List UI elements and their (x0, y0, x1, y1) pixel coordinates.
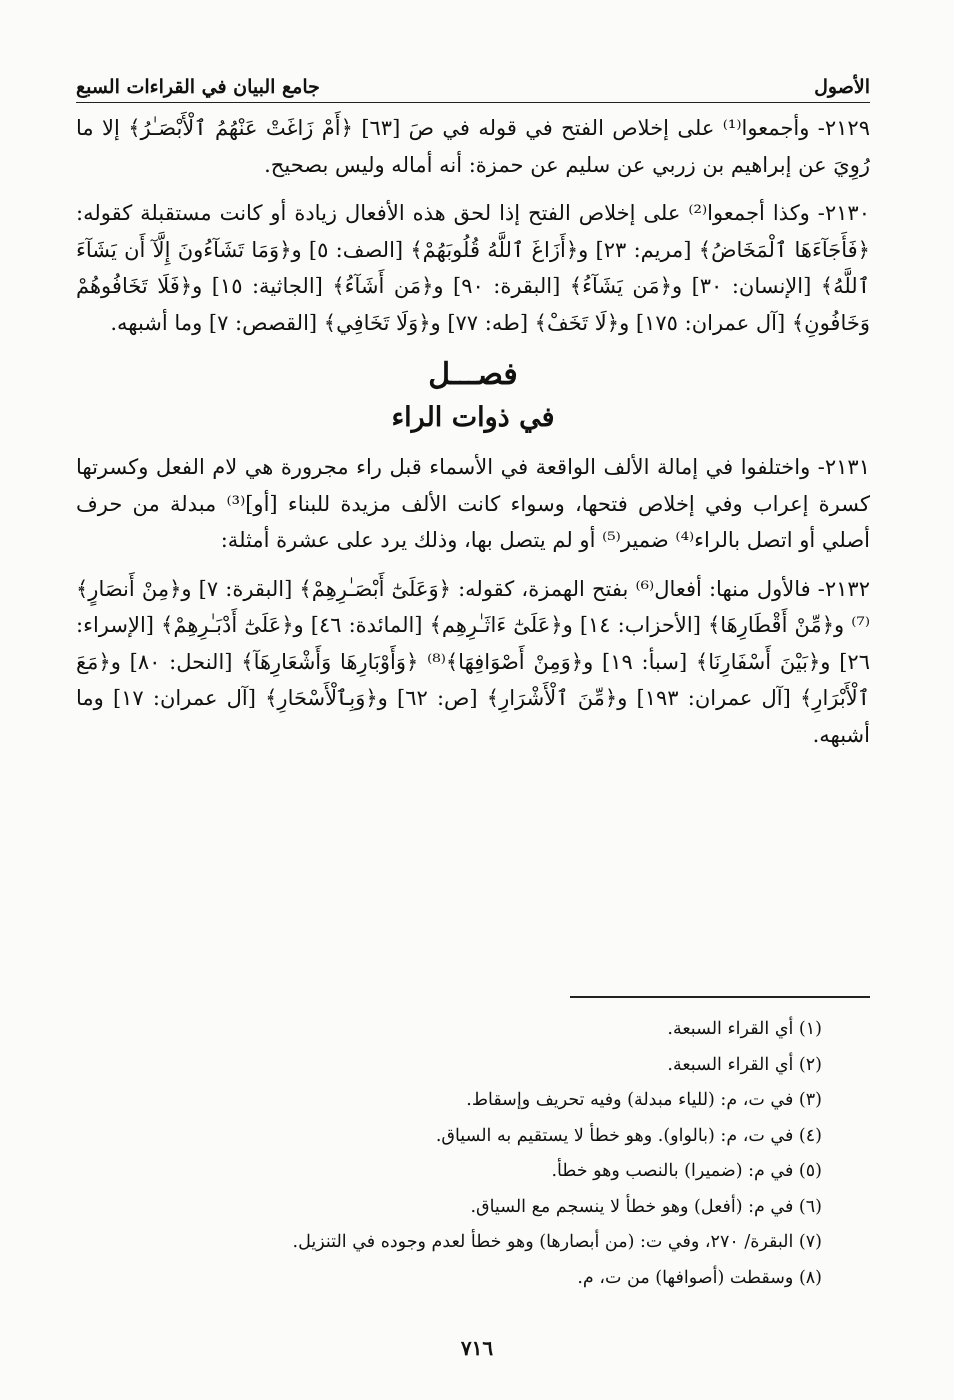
footnote-5: (٥) في م: (ضميرا) بالنصب وهو خطأ. (551, 1161, 822, 1181)
header-book-title: جامع البيان في القراءات السبع (76, 76, 320, 98)
section-title: فصـــل (428, 357, 518, 392)
paragraph-2131: ٢١٣١- واختلفوا في إمالة الألف الواقعة في الأسماء قبل راء مجرورة هي لام الفعل وكسرتها كسرة إعراب وفي إخلاص فتحها، وسواء كانت الألف مزيدة للبناء [أو]⁽³⁾ مبدلة من حرف أصلي أو اتصل بالراء⁽⁴⁾ ضمير⁽⁵⁾ أو لم يتصل بها، وذلك يرد على عشرة أمثلة: (76, 455, 870, 552)
footnote-4: (٤) في ت، م: (بالواو). وهو خطأ لا يستقيم به السياق. (435, 1125, 822, 1146)
footnote-6: (٦) في م: (أفعل) وهو خطأ لا ينسجم مع السياق. (470, 1196, 822, 1217)
footnote-2: (٢) أي القراء السبعة. (667, 1054, 822, 1075)
footnote-1: (١) أي القراء السبعة. (667, 1019, 822, 1039)
footnote-3: (٣) في ت، م: (للياء مبدلة) وفيه تحريف وإسقاط. (466, 1090, 822, 1110)
running-header (76, 60, 870, 103)
section-subtitle: في ذوات الراء (391, 402, 555, 433)
footnote-7: (٧) البقرة/ ٢٧٠، وفي ت: (من أبصارها) وهو خطأ لعدم وجوده في التنزيل. (292, 1232, 822, 1252)
footnotes (76, 1012, 822, 1296)
paragraph-2130: ٢١٣٠- وكذا أجمعوا⁽²⁾ على إخلاص الفتح إذا لحق هذه الأفعال زيادة أو كانت مستقبلة كقوله: ﴿فَأَجَآءَهَا ٱلْمَخَاضُ﴾ [مريم: ٢٣] و﴿أَزَاغَ ٱللَّهُ قُلُوبَهُمْ﴾ [الصف: ٥] و﴿وَمَا تَشَآءُونَ إِلَّآ أَن يَشَآءَ ٱللَّهُ﴾ [الإنسان: ٣٠] و﴿مَن يَشَآءُ﴾ [البقرة: ٩٠] و﴿مَن أَشَآءُ﴾ [الجاثية: ١٥] و﴿فَلَا تَخَافُوهُمْ وَخَافُونِ﴾ [آل عمران: ١٧٥] و﴿لَا تَخَفْ﴾ [طه: ٧٧] و﴿وَلَا تَخَافِي﴾ [القصص: ٧] وما أشبهه. (76, 201, 871, 335)
paragraph-2129: ٢١٢٩- وأجمعوا⁽¹⁾ على إخلاص الفتح في قوله في صَ [٦٣] ﴿أَمْ زَاغَتْ عَنْهُمُ ٱلْأَبْصَـٰرُ﴾ إلا ما رُوِيَ عن إبراهيم بن زربي عن سليم عن حمزة: أنه أماله وليس بصحيح. (76, 116, 870, 177)
paragraph-2132: ٢١٣٢- فالأول منها: أفعال⁽⁶⁾ بفتح الهمزة، كقوله: ﴿وَعَلَىٰٓ أَبْصَـٰرِهِمْ﴾ [البقرة: ٧] و﴿مِنْ أَنصَارٍ﴾⁽⁷⁾ و﴿مِّنْ أَقْطَارِهَا﴾ [الأحزاب: ١٤] و﴿عَلَىٰٓ ءَاثَـٰرِهِم﴾ [المائدة: ٤٦] و﴿عَلَىٰٓ أَدْبَـٰرِهِمْ﴾ [الإسراء: ٢٦] و﴿بَيْنَ أَسْفَارِنَا﴾ [سبأ: ١٩] و﴿وَمِنْ أَصْوَافِهَا﴾⁽⁸⁾ ﴿وَأَوْبَارِهَا وَأَشْعَارِهَآ﴾ [النحل: ٨٠] و﴿مَعَ ٱلْأَبْرَارِ﴾ [آل عمران: ١٩٣] و﴿مِّنَ ٱلْأَشْرَارِ﴾ [ص: ٦٢] و﴿وَبِٱلْأَسْحَارِ﴾ [آل عمران: ١٧] وما أشبهه. (76, 576, 870, 747)
footnote-8: (٨) وسقطت (أصوافها) من ت، م. (577, 1267, 822, 1288)
header-section-title: الأصول (814, 76, 870, 98)
main-text (76, 110, 870, 765)
footnote-separator (570, 996, 870, 998)
page-number: ٧١٦ (460, 1336, 494, 1360)
